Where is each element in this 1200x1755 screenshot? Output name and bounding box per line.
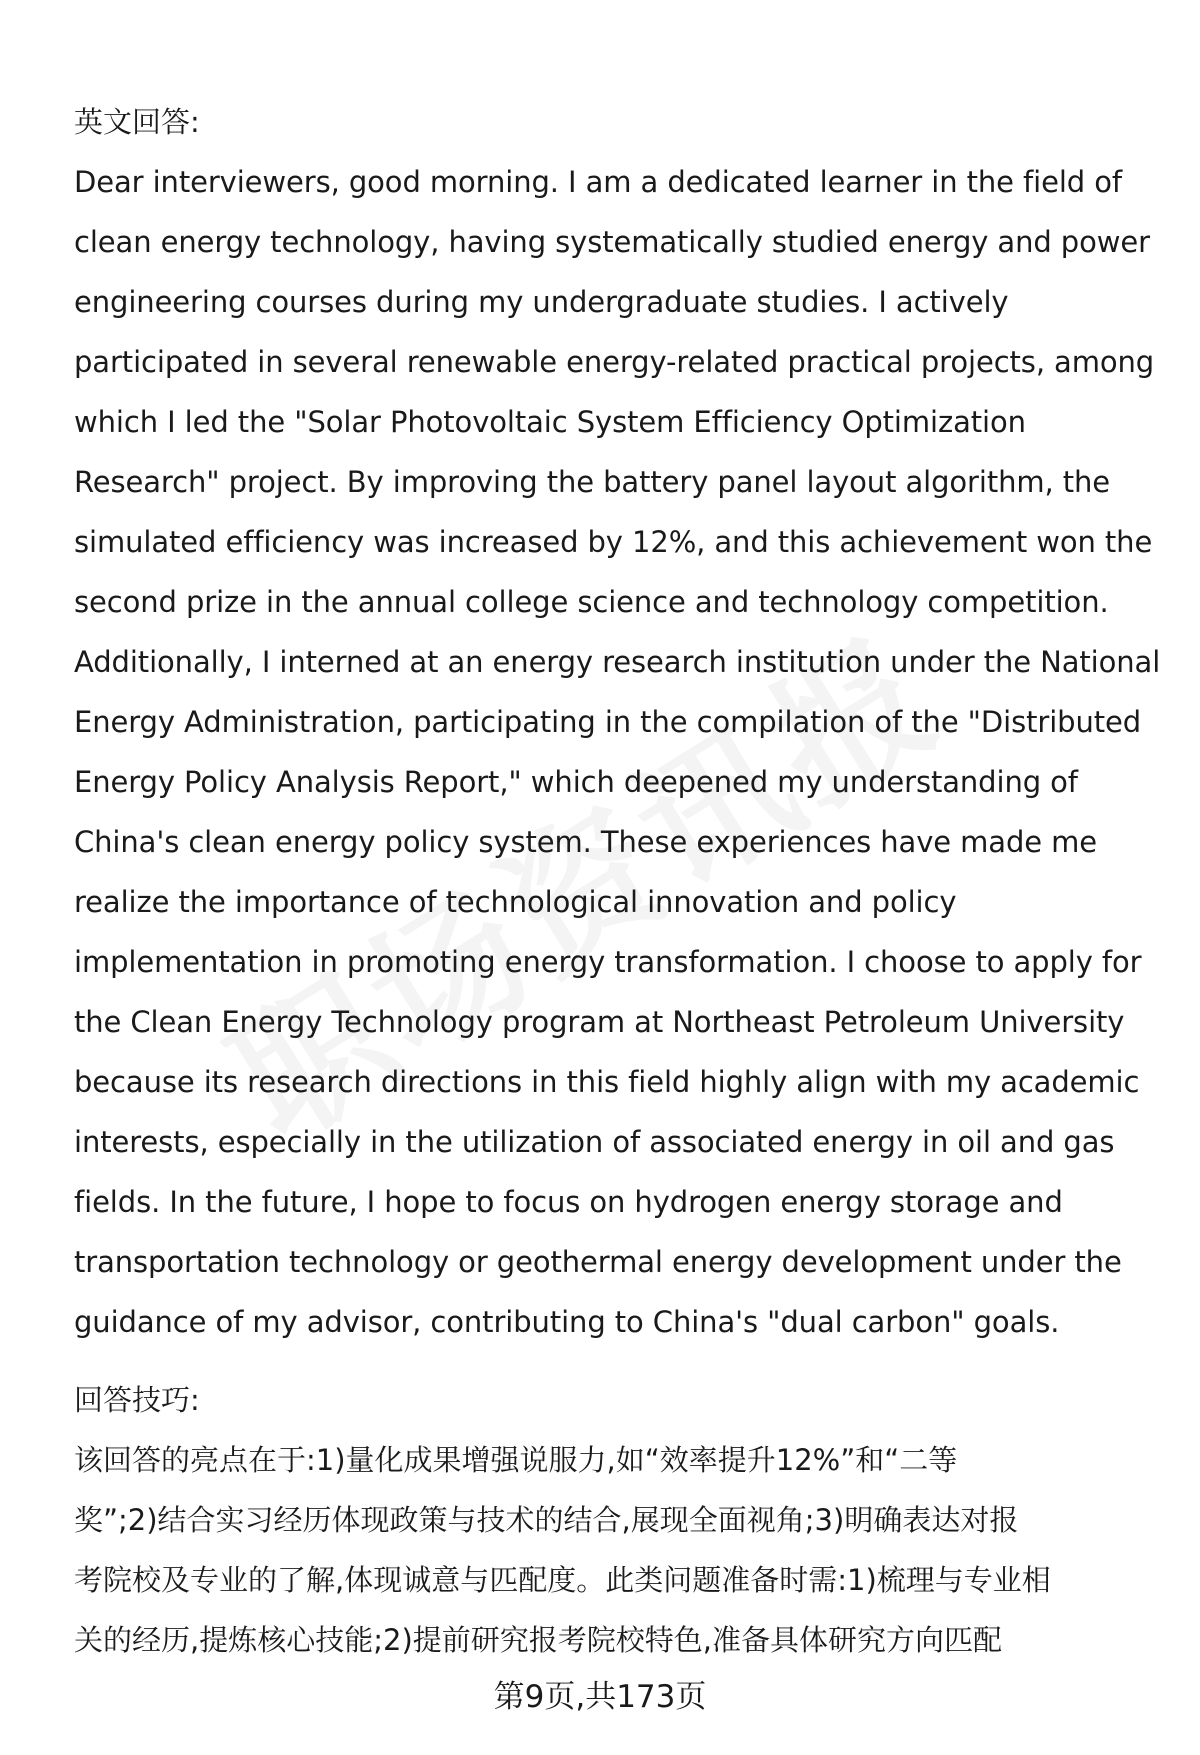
paragraph-line: second prize in the annual college science and technology competition. bbox=[74, 585, 1109, 619]
paragraph-line: 奖”;2)结合实习经历体现政策与技术的结合,展现全面视角;3)明确表达对报 bbox=[74, 1503, 1019, 1537]
paragraph-line: Additionally, I interned at an energy research institution under the National bbox=[74, 645, 1161, 679]
paragraph-line: implementation in promoting energy transformation. I choose to apply for bbox=[74, 945, 1142, 979]
paragraph-line: 关的经历,提炼核心技能;2)提前研究报考院校特色,准备具体研究方向匹配 bbox=[74, 1623, 1002, 1657]
paragraph-line: clean energy technology, having systematically studied energy and power bbox=[74, 225, 1150, 259]
paragraph-line: participated in several renewable energy-related practical projects, among bbox=[74, 345, 1155, 379]
page-number: 第9页,共173页 bbox=[493, 1679, 707, 1715]
paragraph-line: transportation technology or geothermal energy development under the bbox=[74, 1245, 1122, 1279]
paragraph-line: realize the importance of technological innovation and policy bbox=[74, 885, 957, 919]
paragraph-line: Research" project. By improving the battery panel layout algorithm, the bbox=[74, 465, 1111, 499]
paragraph-line: interests, especially in the utilization of associated energy in oil and gas bbox=[74, 1125, 1115, 1159]
paragraph-line: China's clean energy policy system. These experiences have made me bbox=[74, 825, 1097, 859]
paragraph-line: Energy Administration, participating in the compilation of the "Distributed bbox=[74, 705, 1142, 739]
paragraph-line: Energy Policy Analysis Report," which deepened my understanding of bbox=[74, 765, 1078, 799]
paragraph-line: fields. In the future, I hope to focus on hydrogen energy storage and bbox=[74, 1185, 1063, 1219]
english-answer-heading: 英文回答: bbox=[74, 105, 200, 139]
english-answer-paragraph bbox=[74, 152, 1164, 1352]
paragraph-line: the Clean Energy Technology program at Northeast Petroleum University bbox=[74, 1005, 1125, 1039]
paragraph-line: because its research directions in this field highly align with my academic bbox=[74, 1065, 1140, 1099]
paragraph-line: guidance of my advisor, contributing to China's "dual carbon" goals. bbox=[74, 1305, 1060, 1339]
paragraph-line: 该回答的亮点在于:1)量化成果增强说服力,如“效率提升12%”和“二等 bbox=[74, 1443, 958, 1477]
paragraph-line: Dear interviewers, good morning. I am a dedicated learner in the field of bbox=[74, 165, 1122, 199]
paragraph-line: simulated efficiency was increased by 12%, and this achievement won the bbox=[74, 525, 1153, 559]
paragraph-line: engineering courses during my undergraduate studies. I actively bbox=[74, 285, 1009, 319]
answer-tips-paragraph bbox=[74, 1430, 1164, 1670]
paragraph-line: 考院校及专业的了解,体现诚意与匹配度。此类问题准备时需:1)梳理与专业相 bbox=[74, 1563, 1051, 1597]
paragraph-line: which I led the "Solar Photovoltaic System Efficiency Optimization bbox=[74, 405, 1026, 439]
answer-tips-heading: 回答技巧: bbox=[74, 1383, 200, 1417]
page-content bbox=[74, 92, 1164, 1670]
